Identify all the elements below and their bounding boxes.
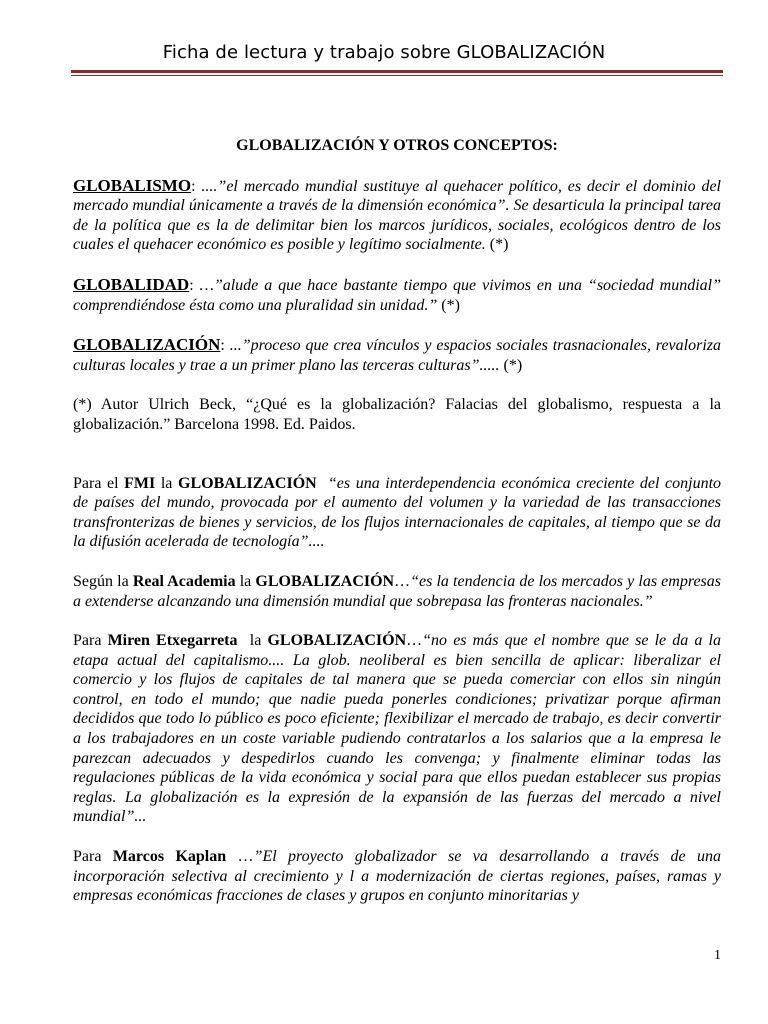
view-marcos-kaplan: Para Marcos Kaplan …”El proyecto globalizador se va desarrollando a través de una incorporación selectiva al crecimiento y l a modernización de ciertas regiones, países, ramas y empresas económicas fracciones de clases y grupos en conjunto minoritarias y xyxy=(73,848,722,905)
footnote-citation: (*) Autor Ulrich Beck, “¿Qué es la globalización? Falacias del globalismo, respuesta a la globalización.” Barcelona 1998. Ed. Paidos. xyxy=(73,396,721,433)
view-concept: GLOBALIZACIÓN xyxy=(178,474,317,492)
view-quote: ”El proyecto globalizador se va desarrollando a través de una incorporación selectiva al crecimiento y l a modernización de ciertas regiones, países, ramas y empresas económicas fracciones de clases y grupos en conjunto minoritarias y xyxy=(73,848,722,905)
definition-quote: …”alude a que hace bastante tiempo que vivimos en una “sociedad mundial” comprendiéndose ésta como una pluralidad sin unidad.” xyxy=(73,276,722,314)
definition-globalizacion: GLOBALIZACIÓN: ...”proceso que crea vínculos y espacios sociales trasnacionales, revaloriza culturas locales y trae a un primer plano las terceras culturas”..... (*) xyxy=(73,335,721,374)
definition-term: GLOBALISMO xyxy=(73,175,192,195)
header-rule-thick xyxy=(71,70,723,73)
view-quote: “es una interdependencia económica creciente del conjunto de países del mundo, provocada por el aumento del volumen y la variedad de las transacciones transfronterizas de bienes y servicios, de los flujos internacionales de capitales, al tiempo que se da la difusión acelerada de tecnología”.... xyxy=(73,474,722,551)
view-quote: “no es más que el nombre que se le da a la etapa actual del capitalismo.... La glob. neoliberal es bien sencilla de aplicar: liberalizar el comercio y los flujos de capitales de tal manera que se pueda comerciar con ellos sin ningún control, en todo el mundo; que nadie pueda ponerles condiciones; privatizar porque afirman decididos que todo lo público es poco eficiente; flexibilizar el mercado de trabajo, es decir convertir a los trabajadores en un coste variable pudiendo contratarlos a los salarios que a la empresa le parezcan adecuados y despedirlos cuando les convenga; y finalmente eliminar todas las regulaciones públicas de la vida económica y social para que ellos puedan establecer sus propias reglas. La globalización es la expresión de la expansión de las fuerzas del mercado a nivel mundial”... xyxy=(73,632,721,826)
definition-globalidad: GLOBALIDAD: …”alude a que hace bastante tiempo que vivimos en una “sociedad mundial” comprendiéndose ésta como una pluralidad sin unidad.” (*) xyxy=(73,274,722,314)
view-fmi: Para el FMI la GLOBALIZACIÓN “es una interdependencia económica creciente del conjunto de países del mundo, provocada por el aumento del volumen y la variedad de las transacciones transfronterizas de bienes y servicios, de los flujos internacionales de capitales, al tiempo que se da la difusión acelerada de tecnología”.... xyxy=(73,474,722,551)
view-quote: “es la tendencia de los mercados y las empresas a extenderse alcanzando una dimensión mundial que sobrepasa las fronteras nacionales.” xyxy=(73,572,722,610)
definition-term: GLOBALIZACIÓN xyxy=(73,335,221,355)
document-body xyxy=(73,136,721,926)
page-number: 1 xyxy=(714,948,721,963)
view-miren-etxegarreta: Para Miren Etxegarreta la GLOBALIZACIÓN…“no es más que el nombre que se le da a la etapa actual del capitalismo.... La glob. neoliberal es bien sencilla de aplicar: liberalizar el comercio y los flujos de capitales de tal manera que se pueda comerciar con ellos sin ningún control, en todo el mundo; que nadie pueda ponerles condiciones; privatizar porque afirman decididos que todo lo público es poco eficiente; flexibilizar el mercado de trabajo, es decir convertir a los trabajadores en un coste variable pudiendo contratarlos a los salarios que a la empresa le parezcan adecuados y despedirlos cuando les convenga; y finalmente eliminar todas las regulaciones públicas de la vida económica y social para que ellos puedan establecer sus propias reglas. La globalización es la expresión de la expansión de las fuerzas del mercado a nivel mundial”... xyxy=(73,632,721,826)
view-concept: GLOBALIZACIÓN xyxy=(255,572,395,590)
page-header-title: Ficha de lectura y trabajo sobre GLOBALIZACIÓN xyxy=(162,42,606,63)
view-source: Real Academia xyxy=(132,572,236,590)
section-title: GLOBALIZACIÓN Y OTROS CONCEPTOS: xyxy=(236,137,558,154)
view-real-academia: Según la Real Academia la GLOBALIZACIÓN…“es la tendencia de los mercados y las empresas a extenderse alcanzando una dimensión mundial que sobrepasa las fronteras nacionales.” xyxy=(73,572,722,610)
definition-globalismo: GLOBALISMO: ....”el mercado mundial sustituye al quehacer político, es decir el dominio del mercado mundial únicamente a través de la dimensión económica”. Se desarticula la principal tarea de la política que es la de delimitar bien los marcos jurídicos, sociales, ecológicos dentro de los cuales el quehacer económico es posible y legítimo socialmente. (*) xyxy=(73,175,721,254)
definition-quote: ...”proceso que crea vínculos y espacios sociales trasnacionales, revaloriza culturas locales y trae a un primer plano las terceras culturas”..... xyxy=(73,337,721,374)
view-concept: GLOBALIZACIÓN xyxy=(267,632,407,650)
header-rule-thin xyxy=(71,75,723,76)
definition-quote: ....”el mercado mundial sustituye al quehacer político, es decir el dominio del mercado mundial únicamente a través de la dimensión económica”. Se desarticula la principal tarea de la política que es la de delimitar bien los marcos jurídicos, sociales, ecológicos dentro de los cuales el quehacer económico es posible y legítimo socialmente. xyxy=(73,177,721,254)
definition-term: GLOBALIDAD xyxy=(73,274,190,294)
view-source: FMI xyxy=(124,474,156,492)
view-source: Miren Etxegarreta xyxy=(107,632,238,650)
view-source: Marcos Kaplan xyxy=(112,848,227,866)
